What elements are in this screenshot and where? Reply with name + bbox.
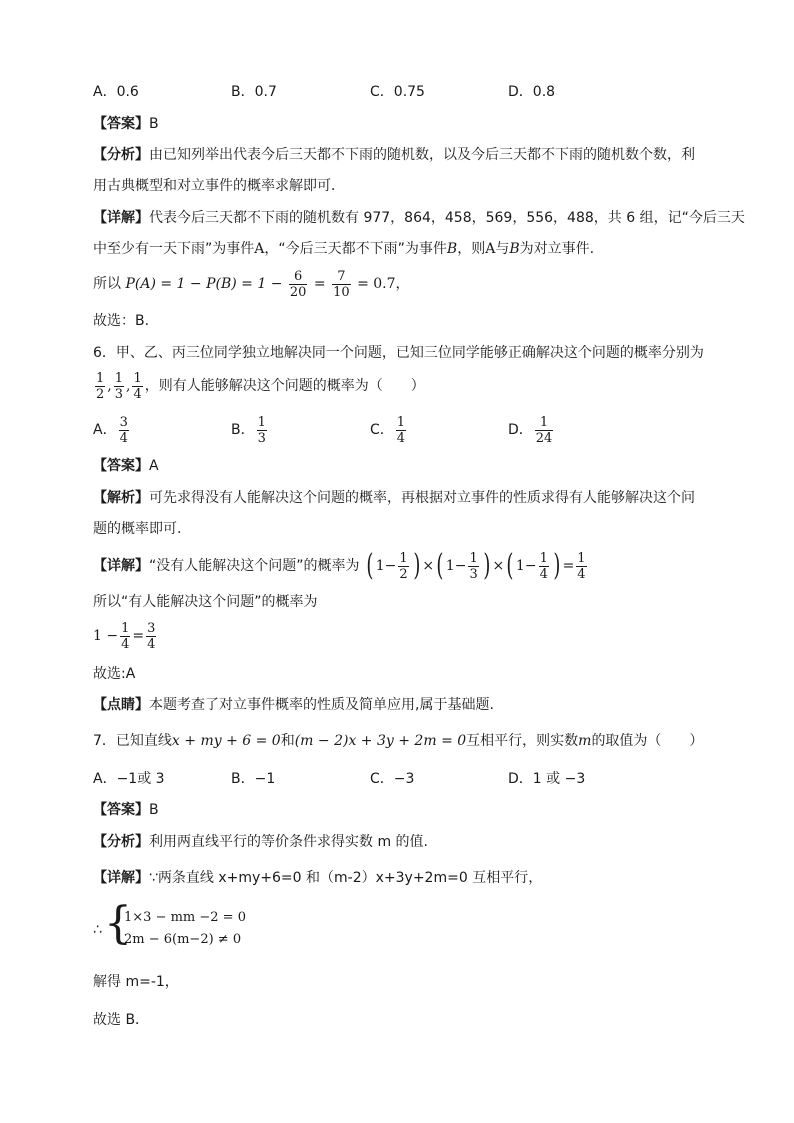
q5-detail-cont: 中至少有一天下雨”为事件A，“今后三天都不下雨”为事件B，则A与B为对立事件. <box>93 241 595 257</box>
q5-option-d: D．0.8 <box>508 84 556 100</box>
q5-detail: 【详解】代表今后三天都不下雨的随机数有 977，864，458，569，556，488，共 6 组，记“今后三天 <box>93 210 745 226</box>
brace-icon: { <box>104 898 132 949</box>
q7-system-eq2: 2m − 6(m−2) ≠ 0 <box>124 932 242 947</box>
q7-system-eq1: 1×3 − mm −2 = 0 <box>124 910 246 925</box>
q6-option-b: B． $\frac{1}{3}$ <box>231 414 266 446</box>
q6-answer: 【答案】A <box>93 458 159 474</box>
q6-stem-cont: $\frac{1}{2}$ , $\frac{1}{3}$ , $\frac{1}{4}$ ，则有人能够解决这个问题的概率为（ ） <box>96 370 425 402</box>
q5-analysis-cont: 用古典概型和对立事件的概率求解即可． <box>93 178 345 194</box>
q6-comment: 【点睛】本题考查了对立事件概率的性质及简单应用,属于基础题. <box>93 697 494 713</box>
fraction: $\frac{7}{10}$ <box>333 268 350 300</box>
q5-option-b: B．0.7 <box>231 84 277 100</box>
q6-so: 所以“有人能解决这个问题”的概率为 <box>93 594 318 610</box>
therefore-symbol: ∴ <box>93 922 102 938</box>
q5-option-a: A．0.6 <box>93 84 139 100</box>
q6-option-a: A． $\frac{3}{4}$ <box>93 414 128 446</box>
q6-analysis: 【解析】可先求得没有人能解决这个问题的概率，再根据对立事件的性质求得有人能够解决这个问 <box>93 490 695 506</box>
q7-choose: 故选 B． <box>93 1012 150 1028</box>
q7-option-a: A．−1或 3 <box>93 771 165 787</box>
q7-option-c: C．−3 <box>370 771 415 787</box>
q6-analysis-cont: 题的概率即可. <box>93 521 182 537</box>
q6-detail: 【详解】“没有人能解决这个问题”的概率为 ( 1− $\frac{1}{2}$ ) ×( 1− $\frac{1}{3}$ ) ×( 1− $\frac{1}{4}$ ) = $\frac{1}{4}$ <box>93 548 586 583</box>
q6-final: 1 − $\frac{1}{4}$ = $\frac{3}{4}$ <box>93 620 156 652</box>
q5-calculation: 所以 P(A) = 1 − P(B) = 1 − $\frac{6}{20}$ = $\frac{7}{10}$ = 0.7， <box>93 268 410 300</box>
q5-analysis: 【分析】由已知列举出代表今后三天都不下雨的随机数，以及今后三天都不下雨的随机数个数，利 <box>93 147 695 163</box>
q7-solve: 解得 m=-1， <box>93 974 179 990</box>
q7-option-b: B．−1 <box>231 771 276 787</box>
q7-analysis: 【分析】利用两直线平行的等价条件求得实数 m 的值. <box>93 834 428 850</box>
q7-answer: 【答案】B <box>93 802 159 818</box>
q5-choose: 故选：B. <box>93 313 150 329</box>
q7-option-d: D．1 或 −3 <box>508 771 586 787</box>
fraction: $\frac{6}{20}$ <box>289 268 307 300</box>
q6-option-d: D． $\frac{1}{24}$ <box>508 414 553 446</box>
q6-option-c: C． $\frac{1}{4}$ <box>370 414 406 446</box>
q6-stem: 6．甲、乙、丙三位同学独立地解决同一个问题，已知三位同学能够正确解决这个问题的概率分别为 <box>93 345 704 361</box>
q5-answer: 【答案】B <box>93 116 159 132</box>
q6-choose: 故选:A <box>93 666 136 682</box>
q7-stem: 7．已知直线x + my + 6 = 0和(m − 2)x + 3y + 2m = 0互相平行，则实数m的取值为（ ） <box>93 733 704 749</box>
q7-detail: 【详解】∵两条直线 x+my+6=0 和（m-2）x+3y+2m=0 互相平行， <box>93 870 543 886</box>
q5-option-c: C．0.75 <box>370 84 425 100</box>
